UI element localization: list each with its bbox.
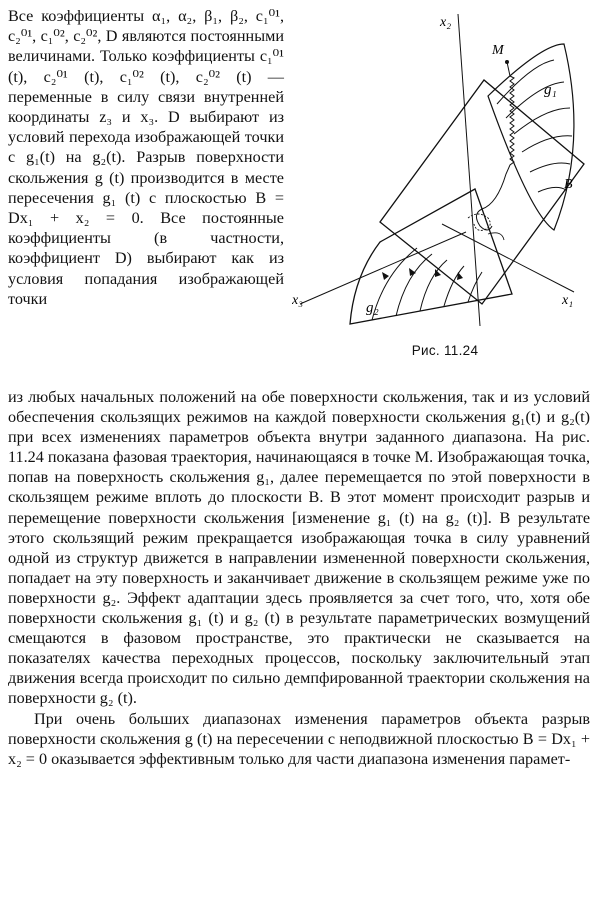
figure-11-24 xyxy=(292,4,596,334)
label-g1: g₁ xyxy=(544,82,557,98)
phase-space-diagram xyxy=(292,4,596,334)
axis-x3 xyxy=(300,232,466,304)
label-x3: x₃ xyxy=(292,293,304,308)
paragraph: из любых начальных положений на обе поверхности скольжения, так и из условий обеспечения скользящих режимов на каждой поверхности скольжения g₁(t) и g₂(t) при всех изменениях параметров объекта внутри заданного диапазона. На рис. 11.24 показана фазовая траектория, начинающаяся в точке M. Изображающая точка, попав на поверхность скольжения g₁, далее перемещается по этой поверхности в скользящем режиме вплоть до плоскости B. В этот момент происходит разрыв и перемещение поверхности скольжения [изменение g₁ (t) на g₂ (t)]. В результате этого скользящий режим прекращается изображающая точка в силу уравнений одной из структур движется в направлении измененной поверхности скольжения, попадает на эту поверхность и заканчивает движение в скользящем режиме уже по поверхности g₂. Эффект адаптации здесь проявляется за счет того, что, хотя обе поверхности скольжения g₁ (t) и g₂ (t) в результате параметрических возмущений смещаются в фазовом пространстве, это практически не сказывается на показателях качества переходных процессов, поскольку заключительный этап движения всегда происходит по сильно демпфированной траектории скольжения на поверхности g₂ (t). xyxy=(8,388,590,708)
paragraph: При очень больших диапазонах изменения параметров объекта разрыв поверхности скольжения g (t) на пересечении с неподвижной плоскостью B = Dx₁ + x₂ = 0 оказывается эффективным только для части диапазона изменения парамет- xyxy=(8,709,590,768)
label-m: M xyxy=(492,43,504,58)
label-g2: g₂ xyxy=(366,300,379,316)
paragraph: Все коэффициенты α₁, α₂, β₁, β₂, c₁⁰¹, c₂⁰¹, c₁⁰², c₂⁰², D являются постоянными величинами. Только коэффициенты c₁⁰¹ (t), c₂⁰¹ (t), c₁⁰² (t), c₂⁰² (t) — переменные в силу связи внутренней координаты z₃ и x₃. D выбирают из условий перехода изображающей точки с g₁(t) на g₂(t). Разрыв поверхности скольжения g (t) производится в месте пересечения g₁ (t) с плоскостью B = Dx₁ + x₂ = 0. Все постоянные коэффициенты (в частности, коэффициент D) выбирают как из условия попадания изображающей точки xyxy=(8,7,284,308)
figure-caption: Рис. 11.24 xyxy=(411,343,479,358)
label-b: B xyxy=(564,177,573,192)
text-column-narrow xyxy=(8,6,284,309)
text-column-wide xyxy=(8,387,590,769)
label-x1: x₁ xyxy=(562,293,574,308)
axis-x2 xyxy=(458,14,480,326)
phase-trajectory xyxy=(476,62,514,230)
label-x2: x₂ xyxy=(440,15,452,30)
